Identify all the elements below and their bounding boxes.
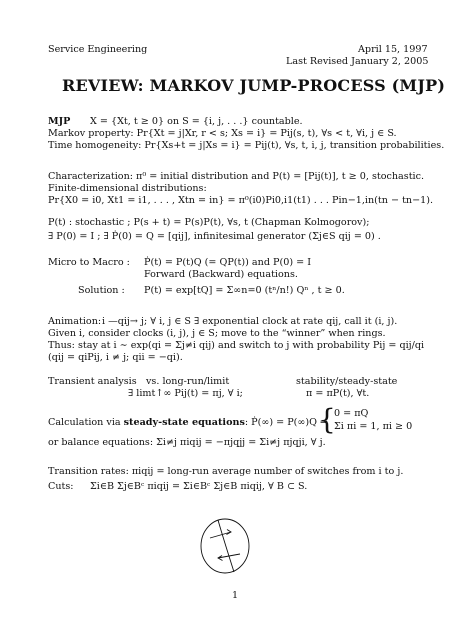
flow-arrow-right: [210, 532, 231, 538]
infinitesimal-generator: ∃ P(0) = I ; ∃ Ṗ(0) = Q = [qij], infinitesimal generator (Σj∈S qij = 0) .: [48, 231, 381, 242]
cuts-label: Cuts:: [48, 481, 74, 492]
brace-equation-2: Σi πi = 1, πi ≥ 0: [334, 421, 413, 432]
revision-date: Last Revised January 2, 2005: [286, 56, 429, 67]
page-title: REVIEW: MARKOV JUMP-PROCESS (MJP): [62, 76, 446, 95]
cuts-formula: Σi∈B Σj∈Bᶜ πiqij = Σi∈Bᶜ Σj∈B πiqij, ∀ B ⊂ S.: [90, 481, 308, 492]
solution-formula: P(t) = exp[tQ] = Σ∞n=0 (tⁿ/n!) Qⁿ , t ≥ 0.: [144, 285, 345, 296]
transition-rates: Transition rates: πiqij = long-run average number of switches from i to j.: [48, 466, 404, 477]
stationary-formula: π = πP(t), ∀t.: [306, 388, 370, 399]
chapman-kolmogorov: P(t) : stochastic ; P(s + t) = P(s)P(t), ∀s, t (Chapman Kolmogorov);: [48, 217, 370, 228]
course-name: Service Engineering: [48, 44, 148, 55]
balance-equations: or balance equations: Σi≠j πiqij = −πjqjj = Σi≠j πjqji, ∀ j.: [48, 437, 326, 448]
stability-steady-state: stability/steady-state: [296, 376, 398, 387]
steady-state-line: [48, 417, 328, 428]
forward-equation: Ṗ(t) = P(t)Q (= QP(t)) and P(0) = I: [144, 257, 311, 268]
cut-diagram: [196, 514, 256, 578]
solution-label: Solution :: [78, 285, 125, 296]
arrowhead-right-icon: [227, 530, 232, 535]
long-run-limit: vs. long-run/limit: [146, 376, 230, 387]
steady-state-prefix: Calculation via: [48, 417, 124, 428]
brace-equation-1: 0 = πQ: [334, 408, 369, 419]
clock-winner: Given i, consider clocks (i, j), j ∈ S; move to the “winner” when rings.: [48, 328, 386, 339]
mjp-definition: X = {Xt, t ≥ 0} on S = {i, j, . . .} countable.: [90, 116, 303, 127]
animation-label: Animation:: [48, 316, 102, 327]
cut-line: [218, 520, 234, 572]
markov-property: Markov property: Pr{Xt = j|Xr, r < s; Xs = i} = Pij(s, t), ∀s < t, ∀i, j ∈ S.: [48, 128, 397, 139]
finite-dim-heading: Finite-dimensional distributions:: [48, 183, 207, 194]
document-date: April 15, 1997: [358, 44, 428, 55]
micro-macro-label: Micro to Macro :: [48, 257, 130, 268]
exponential-clocks: i —qij→ j; ∀ i, j ∈ S ∃ exponential clock at rate qij, call it (i, j).: [102, 316, 398, 327]
page-number: 1: [232, 590, 239, 601]
left-brace: {: [318, 403, 336, 436]
state-space-circle: [201, 519, 249, 573]
steady-state-bold: steady-state equations: [123, 417, 245, 428]
switch-probability: Thus: stay at i ∼ exp(qi = Σj≠i qij) and switch to j with probability Pij = qij/qi: [48, 340, 425, 351]
characterization: Characterization: π⁰ = initial distribution and P(t) = [Pij(t)], t ≥ 0, stochastic.: [48, 171, 425, 182]
steady-state-suffix: : Ṗ(∞) = P(∞)Q ⇒: [244, 417, 329, 428]
transient-analysis: Transient analysis: [48, 376, 137, 387]
limit-formula: ∃ limt↑∞ Pij(t) = πj, ∀ i;: [128, 388, 243, 399]
finite-dim-formula: Pr{X0 = i0, Xt1 = i1, . . . , Xtn = in} = π⁰(i0)Pi0,i1(t1) . . . Pin−1,in(tn − tn−1).: [48, 195, 434, 206]
mjp-label: MJP: [48, 116, 71, 127]
time-homogeneity: Time homogeneity: Pr{Xs+t = j|Xs = i} = Pij(t), ∀s, t, i, j, transition probabilities.: [48, 140, 445, 151]
rate-relations: (qij = qiPij, i ≠ j; qii = −qi).: [48, 352, 183, 363]
forward-backward-caption: Forward (Backward) equations.: [144, 269, 298, 280]
